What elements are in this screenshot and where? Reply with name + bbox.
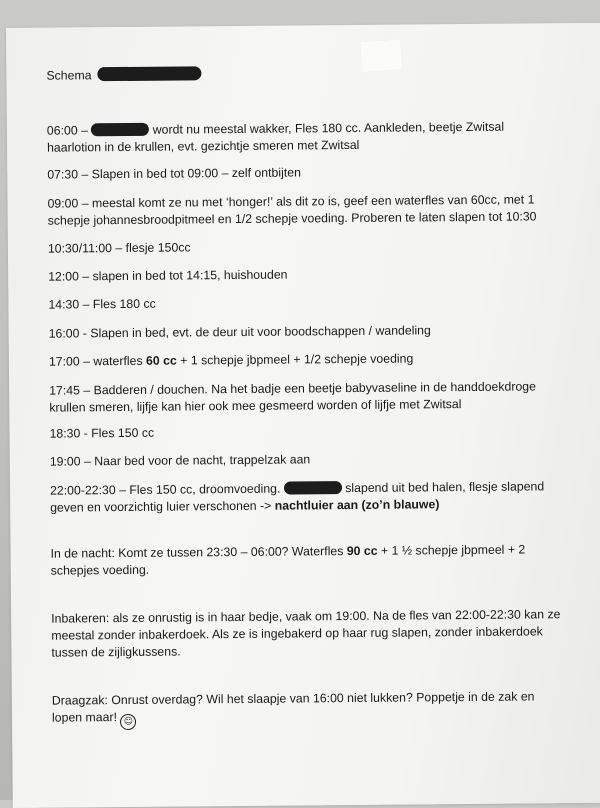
entry-text: 18:30 - Fles 150 cc: [49, 425, 155, 441]
entry-line: [47, 137, 359, 157]
night-text: schepjes voeding.: [50, 562, 150, 578]
entry-line: [48, 239, 191, 257]
entry-text: 17:00 – waterfles: [48, 353, 147, 369]
entry-line: [47, 164, 301, 183]
tape-strip: [360, 39, 402, 72]
entry-line: [50, 451, 311, 470]
bold-amount: 60 cc: [145, 353, 177, 368]
entry-text: slapend uit bed halen, flesje slapend: [341, 479, 545, 496]
title-text: Schema: [46, 68, 92, 83]
night-text: + 1 ½ schepje jbpmeel + 2: [377, 542, 526, 558]
document-title: [46, 66, 201, 84]
entry-text: 12:00 – slapen in bed tot 14:15, huishouden: [48, 267, 288, 284]
entry-line: [50, 478, 544, 499]
entry-text: schepje johannesbroodpitmeel en 1/2 schepje voeding. Proberen te laten slapen tot 10:30: [47, 209, 537, 228]
entry-text: geven en voorzichtig luier verschonen ->: [50, 498, 275, 515]
entry-line: [49, 378, 536, 399]
entry-text: haarlotion in de krullen, evt. gezichtje smeren met Zwitsal: [46, 137, 360, 155]
entry-text: wordt nu meestal wakker, Fles 180 cc. Aankleden, beetje Zwitsal: [149, 119, 505, 137]
entry-text: 09:00 – meestal komt ze nu met ‘honger!’ als dit zo is, geef een waterfles van 60cc, met 1: [47, 192, 535, 211]
entry-text: 06:00 –: [46, 123, 92, 138]
entry-line: [50, 496, 439, 516]
draagzak-text: lopen maar!: [51, 710, 118, 725]
draagzak-text: Draagzak: Onrust overdag? Wil het slaapje van 16:00 niet lukken? Poppetje in de zak en: [51, 689, 535, 708]
entry-line: [48, 296, 155, 314]
entry-text: 17:45 – Badderen / douchen. Na het badje een beetje babyvaseline in de handdoekdroge: [49, 379, 537, 398]
entry-line: [47, 119, 504, 140]
bold-note: nachtluier aan (zo’n blauwe): [274, 497, 440, 513]
entry-text: 22:00-22:30 – Fles 150 cc, droomvoeding.: [49, 481, 284, 498]
redacted-name: [91, 123, 149, 137]
entry-text: 14:30 – Fles 180 cc: [48, 296, 156, 312]
smiley-icon: ☺: [120, 714, 136, 730]
inbakeren-text: tussen de zijligkussens.: [51, 644, 181, 660]
entry-text: 10:30/11:00 – flesje 150cc: [47, 240, 191, 256]
inbakeren-text: Inbakeren: als ze onrustig is in haar bedje, vaak om 19:00. Na de fles van 22:00-22:30 kan ze: [51, 607, 561, 626]
entry-text: krullen smeren, lijfje kan hier ook mee gesmeerd worden of lijfje met Zwitsal: [49, 397, 462, 415]
entry-line: [49, 425, 154, 443]
entry-text: 07:30 – Slapen in bed tot 09:00 – zelf ontbijten: [47, 165, 301, 182]
night-text: In de nacht: Komt ze tussen 23:30 – 06:00? Waterfles: [50, 544, 347, 561]
entry-line: [48, 267, 287, 286]
entry-text: 16:00 - Slapen in bed, evt. de deur uit voor boodschappen / wandeling: [48, 323, 431, 341]
entry-text: 19:00 – Naar bed voor de nacht, trappelzak aan: [49, 452, 311, 469]
inbakeren-text: meestal zonder inbakerdoek. Als ze is ingebakerd op haar rug slapen, zonder inbakerdoek: [51, 624, 543, 643]
schedule-document: [6, 23, 600, 727]
night-section: [51, 541, 526, 562]
entry-line: [49, 322, 431, 342]
draagzak-section: [52, 688, 535, 709]
redacted-name: [284, 481, 342, 495]
redacted-name: [97, 66, 201, 81]
night-section: [51, 562, 150, 580]
entry-line: [49, 396, 461, 417]
entry-text: + 1 schepje jbpmeel + 1/2 schepje voeding: [176, 351, 414, 368]
draagzak-section: [52, 709, 137, 731]
inbakeren-section: [51, 644, 180, 662]
paper-sheet: [6, 23, 600, 808]
bold-amount: 90 cc: [346, 543, 378, 559]
entry-line: [49, 350, 414, 370]
inbakeren-section: [51, 623, 543, 644]
entry-line: [48, 208, 537, 229]
